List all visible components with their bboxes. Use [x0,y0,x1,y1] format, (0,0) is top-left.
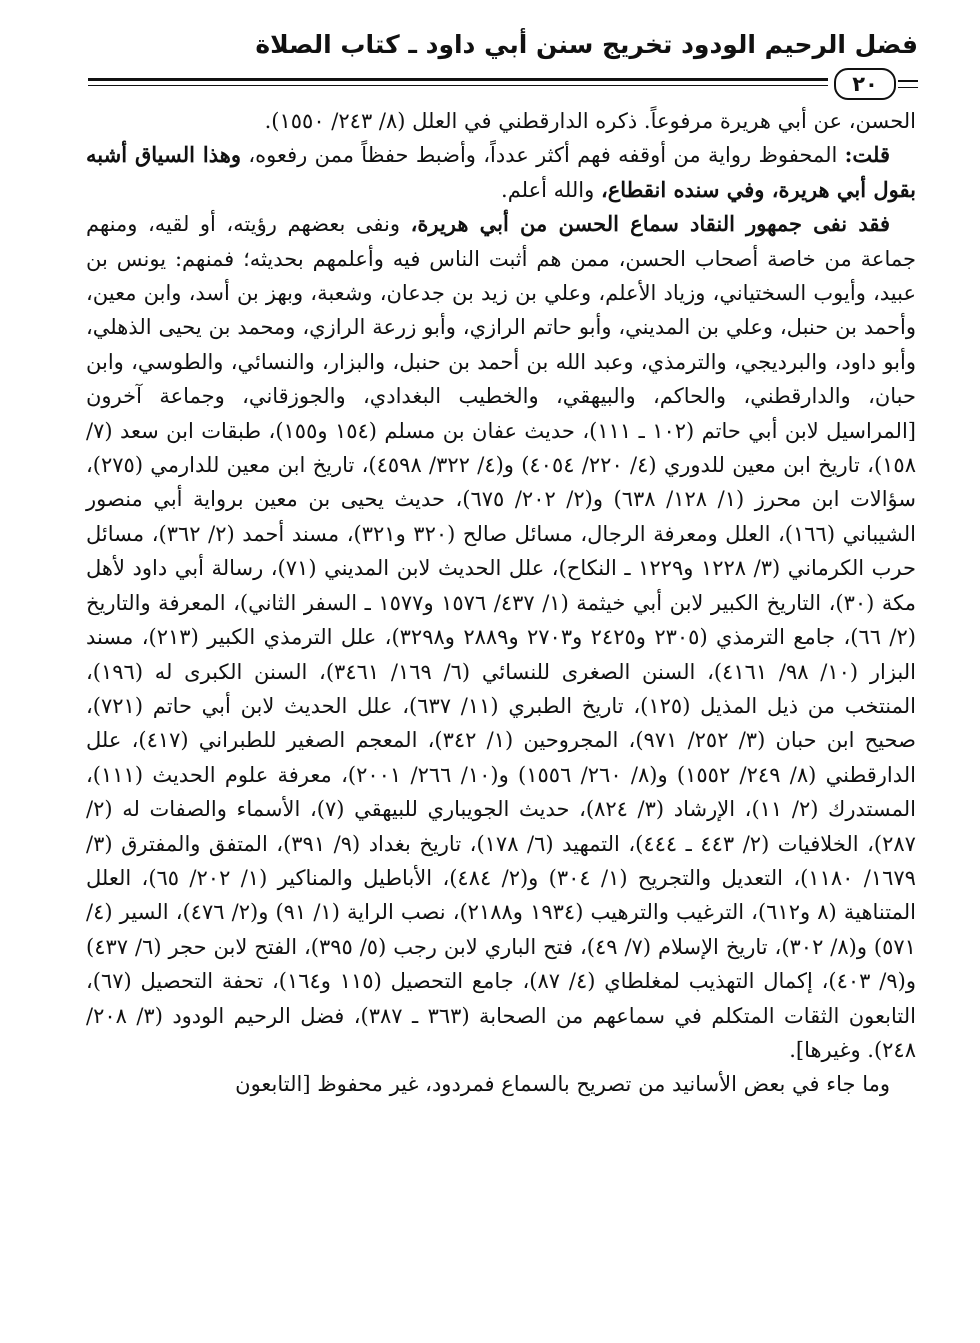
running-header [88,22,918,102]
page-number: ٢٠ [834,68,896,100]
main-text [86,104,916,1102]
paragraph-2-text: المحفوظ رواية من أوقفه فهم أكثر عدداً، وأضبط حفظاً ممن رفعوه، [241,143,845,168]
paragraph-1-text: الحسن، عن أبي هريرة مرفوعاً. ذكره الدارقطني في العلل (٨/ ٢٤٣/ ١٥٥٠). [264,109,916,133]
header-rule-thin [88,85,828,86]
paragraph-3-emphasis: فقد نفى جمهور النقاد سماع الحسن من أبي هريرة، [410,211,891,237]
paragraph-1 [86,104,916,138]
header-rule [88,78,828,81]
paragraph-4 [86,1067,916,1101]
paragraph-3 [86,207,916,1067]
paragraph-3-text: ونفى بعضهم رؤيته، أو لقيه، ومنهم جماعة من خاصة أصحاب الحسن، ممن هم أثبت الناس فيه وأعلمهم بحديثه؛ فمنهم: يونس بن عبيد، وأيوب السختياني، وزياد الأعلم، وعلي بن زيد بن جدعان، وشعبة، وبهز بن أسد، وابن معين، وأحمد بن حنبل، وعلي بن المديني، وأبو حاتم الرازي، وأبو زرعة الرازي، ومحمد بن يحيى الذهلي، وأبو داود، والبرديجي، والترمذي، وعبد الله بن أحمد بن حنبل، والبزار، والنسائي، والطوسي، وابن حبان، والدارقطني، والحاكم، والبيهقي، والخطيب البغدادي، والجوزقاني، وجماعة آخرون [المراسيل لابن أبي حاتم (١٠٢ ـ ١١١)، حديث عفان بن مسلم (١٥٤ و١٥٥)، طبقات ابن سعد (٧/ ١٥٨)، تاريخ ابن معين للدوري (٤/ ٢٢٠/ ٤٠٥٤) و(٤/ ٣٢٢/ ٤٥٩٨)، تاريخ ابن معين للدارمي (٢٧٥)، سؤالات ابن محرز (١/ ١٢٨/ ٦٣٨) و(٢/ ٢٠٢/ ٦٧٥)، حديث يحيى بن معين برواية أبي منصور الشيباني (١٦٦)، العلل ومعرفة الرجال، مسائل صالح (٣٢٠ و٣٢١)، مسند أحمد (٢/ ٣٦٢)، مسائل حرب الكرماني (٣/ ١٢٢٨ و١٢٢٩ ـ النكاح)، علل الحديث لابن المديني (٧١)، رسالة أبي داود لأهل مكة (٣٠)، التاريخ الكبير لابن أبي خيثمة (١/ ٤٣٧/ ١٥٧٦ و١٥٧٧ ـ السفر الثاني)، المعرفة والتاريخ (٢/ ٦٦)، جامع الترمذي (٢٣٠٥ و٢٤٢٥ و٢٧٠٣ و٢٨٨٩ و٣٢٩٨)، علل الترمذي الكبير (٢١٣)، مسند البزار (١٠/ ٩٨/ ٤١٦١)، السنن الصغرى للنسائي (٦/ ١٦٩/ ٣٤٦١)، السنن الكبرى له (١٩٦)، المنتخب من ذيل المذيل (١٢٥)، تاريخ الطبري (١١/ ٦٣٧)، علل الحديث لابن أبي حاتم (٧٢١)، صحيح ابن حبان (٣/ ٢٥٢/ ٩٧١)، المجروحين (١/ ٣٤٢)، المعجم الصغير للطبراني (٤١٧)، علل الدارقطني (٨/ ٢٤٩/ ١٥٥٢) و(٨/ ٢٦٠/ ١٥٥٦) و(١٠/ ٢٦٦/ ٢٠٠١)، معرفة علوم الحديث (١١١)، المستدرك (٢/ ١١)، الإرشاد (٣/ ٨٢٤)، حديث الجويباري للبيهقي (٧)، الأسماء والصفات له (٢/ ٢٨٧)، الخلافيات (٢/ ٤٤٣ ـ ٤٤٤)، التمهيد (٦/ ١٧٨)، تاريخ بغداد (٩/ ٣٩١)، المتفق والمفترق (٣/ ١٦٧٩/ ١١٨٠)، التعديل والتجريح (١/ ٣٠٤) و(٢/ ٤٨٤)، الأباطيل والمناكير (١/ ٢٠٢/ ٦٥)، العلل المتناهية (٨ و٦١٢)، الترغيب والترهيب (١٩٣٤ و٢١٨٨)، نصب الراية (١/ ٩١) و(٢/ ٤٧٦)، السير (٤/ ٥٧١) و(٨/ ٣٠٢)، تاريخ الإسلام (٧/ ٤٩)، فتح الباري لابن رجب (٥/ ٣٩٥)، الفتح لابن حجر (٦/ ٤٣٧) و(٩/ ٤٠٣)، إكمال التهذيب لمغلطاي (٤/ ٨٧)، جامع التحصيل (١١٥ و١٦٤)، تحفة التحصيل (٦٧)، التابعون الثقات المتكلم في سماعهم من الصحابة (٣٦٣ ـ ٣٨٧)، فضل الرحيم الودود (٣/ ٢٠٨/ ٢٤٨). وغيرها]. [86,212,916,1062]
header-rule-right [898,80,918,88]
paragraph-2 [86,138,916,207]
paragraph-2-emphasis: وهذا السياق أشبه بقول أبي هريرة، وفي سنده انقطاع، [86,142,916,202]
paragraph-2-end: والله أعلم. [501,177,601,202]
header-title: فضل الرحيم الودود تخريج سنن أبي داود ـ كتاب الصلاة [255,30,918,59]
paragraph-4-text: وما جاء في بعض الأسانيد من تصريح بالسماع فمردود، غير محفوظ [التابعون [235,1072,890,1097]
paragraph-2-lead: قلت: [844,142,890,168]
